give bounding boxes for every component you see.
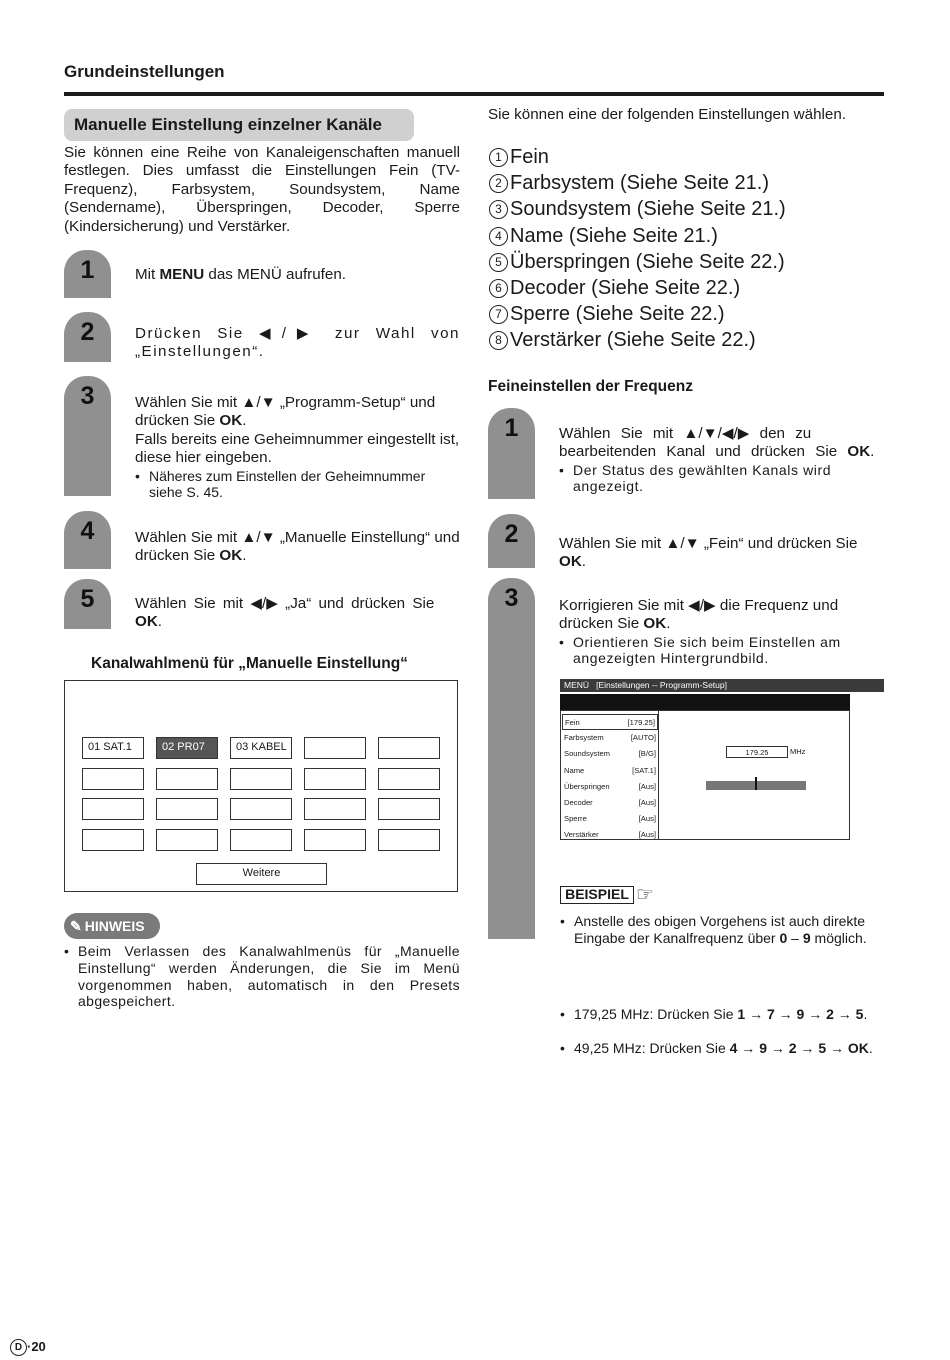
osd-row-label: Überspringen bbox=[564, 781, 610, 791]
circled-number: 6 bbox=[489, 279, 508, 298]
intro-paragraph: Sie können eine Reihe von Kanaleigenschaften manuell festlegen. Dies umfasst die Einstellungen Fein (TV-Frequenz), Farbsystem, Soundsystem, Name (Sendername), Überspringen, Decoder, Sperre (Kindersicherung) und Verstärker. bbox=[64, 144, 460, 235]
options-intro: Sie können eine der folgenden Einstellungen wählen. bbox=[488, 106, 847, 123]
osd-menu-row[interactable] bbox=[562, 811, 658, 827]
step-text: Wählen Sie mit ▲/▼ „Programm-Setup“ und drücken Sie OK. Falls bereits eine Geheimnummer eingestellt ist, diese hier eingeben. • Näheres zum Einstellen der Geheimnummer siehe S. 45. bbox=[135, 394, 461, 501]
osd-row-label: Verstärker bbox=[564, 830, 599, 840]
osd-row-label: Name bbox=[564, 765, 585, 775]
hinweis-text: • Beim Verlassen des Kanalwahlmenüs für „Manuelle Einstellung“ werden Änderungen, die Sie im Menü vorgenommen haben, automatisch in den Presets abgespeichert. bbox=[64, 943, 460, 1010]
step-extra: Falls bereits eine Geheimnummer eingestellt ist, diese hier eingeben. bbox=[135, 430, 460, 467]
channel-cell[interactable] bbox=[378, 768, 440, 790]
osd-menu-row[interactable] bbox=[562, 779, 658, 795]
step-text: Drücken Sie ◀/▶ zur Wahl von „Einstellungen“. bbox=[135, 325, 460, 361]
step-badge bbox=[64, 579, 111, 629]
step-note: • Orientieren Sie sich beim Einstellen am angezeigten Hintergrundbild. bbox=[559, 634, 884, 667]
circled-number: 4 bbox=[489, 227, 508, 246]
osd-panel bbox=[560, 710, 850, 840]
circled-number: 5 bbox=[489, 253, 508, 272]
step-text: Wählen Sie mit ◀/▶ „Ja“ und drücken Sie OK. bbox=[135, 595, 435, 631]
channel-cell[interactable] bbox=[156, 768, 218, 790]
hinweis-badge: ✎ HINWEIS bbox=[64, 913, 160, 939]
option-item bbox=[489, 170, 786, 196]
circled-number: 1 bbox=[489, 148, 508, 167]
option-item bbox=[489, 196, 786, 222]
osd-row-label: Farbsystem bbox=[564, 733, 604, 743]
osd-row-label: Fein bbox=[565, 718, 580, 727]
pointing-hand-icon: ☞ bbox=[636, 884, 654, 906]
beispiel-badge: BEISPIEL bbox=[560, 886, 634, 904]
osd-menu-row[interactable] bbox=[562, 827, 658, 843]
more-button[interactable]: Weitere bbox=[196, 863, 327, 885]
step-text: Wählen Sie mit ▲/▼ „Fein“ und drücken Sie OK. bbox=[559, 535, 858, 571]
circled-number: 7 bbox=[489, 305, 508, 324]
osd-title-bar: MENÜ [Einstellungen -- Programm-Setup] bbox=[560, 679, 884, 692]
osd-row-label: Sperre bbox=[564, 814, 587, 824]
channel-cell[interactable] bbox=[230, 768, 292, 790]
step-number: 4 bbox=[80, 517, 95, 545]
channel-cell[interactable]: 02 PR07 bbox=[156, 737, 218, 759]
option-label: Verstärker (Siehe Seite 22.) bbox=[510, 329, 756, 352]
option-item bbox=[489, 249, 786, 275]
circled-number: 3 bbox=[489, 200, 508, 219]
option-item bbox=[489, 223, 786, 249]
channel-cell[interactable] bbox=[304, 829, 366, 851]
osd-screen bbox=[560, 679, 884, 841]
osd-fine-slider[interactable] bbox=[706, 781, 806, 790]
channel-cell[interactable] bbox=[82, 798, 144, 820]
option-item bbox=[489, 144, 786, 170]
example-line: • 49,25 MHz: Drücken Sie 4 → 9 → 2 → 5 → OK. bbox=[560, 1040, 898, 1057]
option-label: Überspringen (Siehe Seite 22.) bbox=[510, 250, 785, 273]
step-number: 5 bbox=[80, 585, 95, 613]
circled-number: 2 bbox=[489, 174, 508, 193]
channel-cell[interactable] bbox=[156, 798, 218, 820]
subheading: Feineinstellen der Frequenz bbox=[488, 378, 693, 395]
osd-menu-row[interactable] bbox=[562, 746, 658, 762]
step-number: 3 bbox=[80, 382, 95, 410]
step-number: 1 bbox=[504, 414, 519, 442]
option-label: Farbsystem (Siehe Seite 21.) bbox=[510, 172, 769, 195]
step-note: • Näheres zum Einstellen der Geheimnummer siehe S. 45. bbox=[135, 468, 461, 501]
step-badge bbox=[64, 511, 111, 569]
step-badge bbox=[64, 376, 111, 496]
channel-menu-caption: Kanalwahlmenü für „Manuelle Einstellung“ bbox=[91, 655, 408, 672]
osd-row-label: Decoder bbox=[564, 798, 593, 807]
osd-slider-knob[interactable] bbox=[755, 777, 757, 790]
osd-row-value: [Aus] bbox=[638, 781, 656, 791]
channel-cell[interactable] bbox=[82, 829, 144, 851]
step-badge bbox=[488, 408, 535, 499]
channel-cell[interactable] bbox=[378, 798, 440, 820]
pencil-icon: ✎ bbox=[70, 918, 82, 934]
channel-cell[interactable] bbox=[82, 768, 144, 790]
osd-row-label: Soundsystem bbox=[564, 749, 611, 759]
language-badge: D bbox=[10, 1339, 27, 1356]
channel-menu bbox=[64, 680, 458, 892]
channel-cell[interactable] bbox=[230, 798, 292, 820]
section-title: Grundeinstellungen bbox=[64, 62, 225, 81]
step-text: Korrigieren Sie mit ◀/▶ die Frequenz und drücken Sie OK. • Orientieren Sie sich beim Einstellen am angezeigten Hintergrundbild. bbox=[559, 597, 884, 667]
osd-row-value: [Aus] bbox=[638, 830, 656, 840]
osd-row-value: [179.25] bbox=[627, 718, 655, 727]
osd-frequency-field[interactable]: 179.25 bbox=[726, 746, 788, 758]
options-list bbox=[489, 144, 786, 354]
page-number: ·20 bbox=[27, 1339, 46, 1354]
osd-menu-row[interactable] bbox=[562, 730, 658, 746]
osd-row-value: [Aus] bbox=[638, 798, 656, 807]
channel-cell[interactable]: 03 KABEL bbox=[230, 737, 292, 759]
step-text: Wählen Sie mit ▲/▼ „Manuelle Einstellung“ und drücken Sie OK. bbox=[135, 529, 460, 565]
step-note: • Der Status des gewählten Kanals wird angezeigt. bbox=[559, 462, 884, 495]
option-item bbox=[489, 327, 786, 353]
channel-cell[interactable] bbox=[378, 737, 440, 759]
option-label: Fein bbox=[510, 146, 549, 168]
osd-menu-row[interactable] bbox=[562, 795, 658, 811]
page-footer bbox=[10, 1339, 46, 1356]
osd-row-value: [SAT.1] bbox=[632, 765, 656, 775]
circled-number: 8 bbox=[489, 331, 508, 350]
step-badge bbox=[488, 514, 535, 568]
step-text: Mit MENU das MENÜ aufrufen. bbox=[135, 266, 346, 283]
channel-cell[interactable] bbox=[304, 737, 366, 759]
osd-row-value: [Aus] bbox=[638, 814, 656, 824]
option-label: Sperre (Siehe Seite 22.) bbox=[510, 303, 725, 326]
section-heading: Manuelle Einstellung einzelner Kanäle bbox=[64, 109, 414, 141]
osd-row-value: [AUTO] bbox=[630, 733, 656, 743]
example-line: • 179,25 MHz: Drücken Sie 1 → 7 → 9 → 2 → 5. bbox=[560, 1006, 898, 1023]
step-text: Wählen Sie mit ▲/▼/◀/▶ den zu bearbeitenden Kanal und drücken Sie OK. • Der Status des gewählten Kanals wird angezeigt. bbox=[559, 425, 884, 495]
step-badge bbox=[488, 578, 535, 939]
step-number: 2 bbox=[80, 318, 95, 346]
option-item bbox=[489, 301, 786, 327]
step-badge bbox=[64, 312, 111, 362]
option-item bbox=[489, 275, 786, 301]
channel-cell[interactable] bbox=[230, 829, 292, 851]
channel-cell[interactable] bbox=[304, 768, 366, 790]
osd-black-band bbox=[560, 694, 850, 710]
step-number: 3 bbox=[504, 584, 519, 612]
option-label: Decoder (Siehe Seite 22.) bbox=[510, 277, 741, 300]
option-label: Name (Siehe Seite 21.) bbox=[510, 224, 718, 247]
channel-cell[interactable]: 01 SAT.1 bbox=[82, 737, 144, 759]
osd-frequency-unit: MHz bbox=[790, 747, 806, 756]
channel-cell[interactable] bbox=[378, 829, 440, 851]
osd-row-value: [B/G] bbox=[638, 749, 656, 759]
channel-cell[interactable] bbox=[304, 798, 366, 820]
channel-cell[interactable] bbox=[156, 829, 218, 851]
osd-menu-row[interactable] bbox=[562, 763, 658, 779]
step-number: 1 bbox=[80, 256, 95, 284]
option-label: Soundsystem (Siehe Seite 21.) bbox=[510, 198, 786, 221]
header-rule bbox=[64, 92, 884, 96]
step-badge bbox=[64, 250, 111, 298]
osd-menu-row[interactable] bbox=[562, 714, 658, 730]
step-number: 2 bbox=[504, 520, 519, 548]
direct-input-note: • Anstelle des obigen Vorgehens ist auch direkte Eingabe der Kanalfrequenz über 0 – 9 möglich. bbox=[560, 913, 898, 947]
